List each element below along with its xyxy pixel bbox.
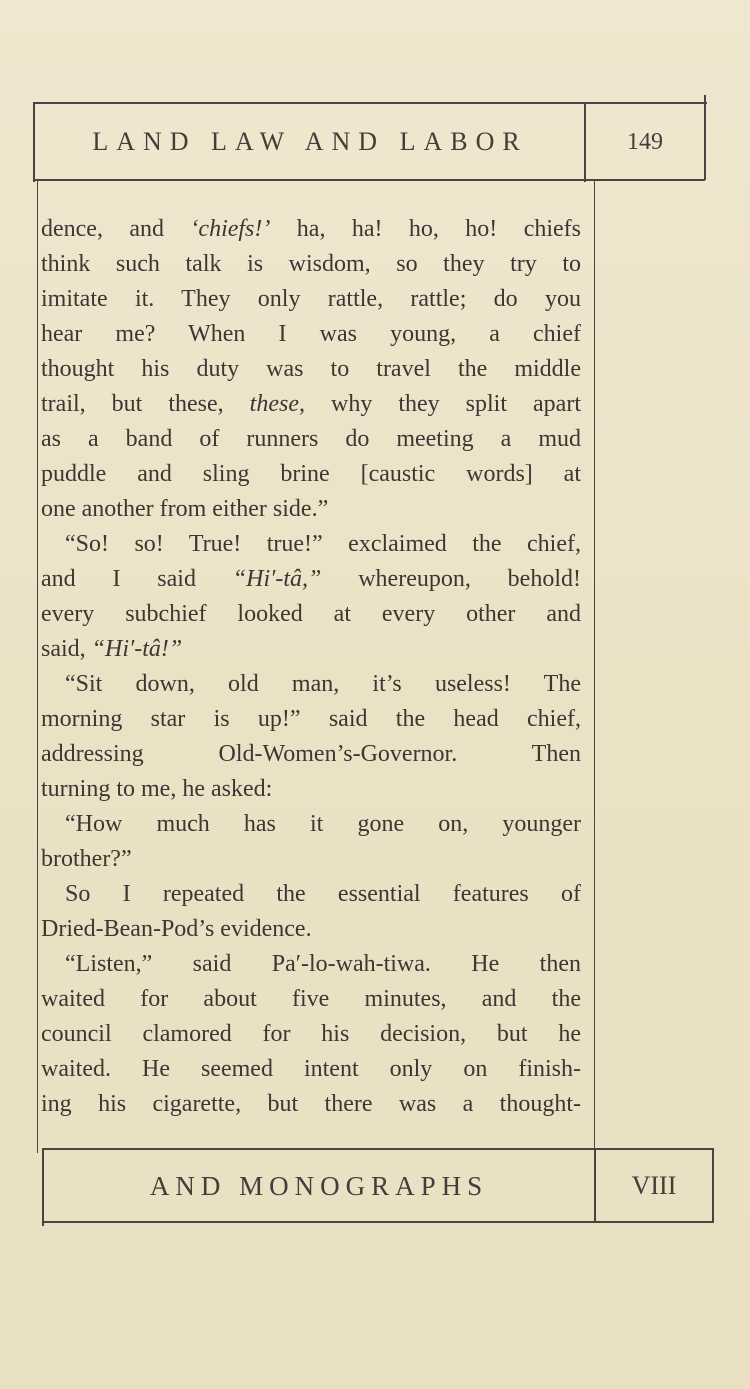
text-line: morning star is up!” said the head chief, (41, 706, 581, 732)
text-line: one another from either side.” (41, 496, 329, 522)
text-line: every subchief looked at every other and (41, 601, 581, 627)
volume-number: VIII (631, 1171, 677, 1200)
text-line: hear me? When I was young, a chief (41, 321, 581, 347)
body-text (41, 212, 581, 1122)
text-line: So I repeated the essential features of (65, 881, 581, 907)
text-line: as a band of runners do meeting a mud (41, 426, 581, 452)
text-line: “So! so! True! true!” exclaimed the chief, (65, 531, 581, 557)
text-line: waited. He seemed intent only on finish- (41, 1056, 581, 1082)
text-line: “Listen,” said Pa′-lo-wah-tiwa. He then (65, 951, 581, 977)
text-line: Dried-Bean-Pod’s evidence. (41, 916, 312, 942)
running-title: LAND LAW AND LABOR (92, 127, 528, 156)
header-right-rule (704, 95, 706, 180)
text-line: turning to me, he asked: (41, 776, 273, 802)
text-line: dence, and ‘chiefs!’ ha, ha! ho, ho! chiefs (41, 216, 582, 242)
text-line: “How much has it gone on, younger (65, 811, 581, 837)
footer-right-rule (712, 1148, 714, 1223)
text-line: imitate it. They only rattle, rattle; do you (41, 286, 581, 312)
body-left-rule (37, 181, 38, 1153)
text-line: said, “Hi′-tâ!” (41, 636, 183, 662)
text-line: council clamored for his decision, but he (41, 1021, 581, 1047)
text-line: ing his cigarette, but there was a thought- (41, 1091, 581, 1117)
text-line: “Sit down, old man, it’s useless! The (65, 671, 581, 697)
text-line: thought his duty was to travel the middle (41, 356, 581, 382)
header-left-rule (33, 102, 35, 182)
text-line: puddle and sling brine [caustic words] at (41, 461, 581, 487)
text-line: and I said “Hi′-tâ,” whereupon, behold! (41, 566, 581, 592)
body-right-rule (594, 181, 595, 1151)
text-line: trail, but these, these, why they split apart (41, 391, 581, 417)
series-title: AND MONOGRAPHS (149, 1170, 489, 1201)
text-line: brother?” (41, 846, 132, 872)
page-number: 149 (627, 128, 663, 155)
text-line: think such talk is wisdom, so they try to (41, 251, 581, 277)
text-line: addressing Old-Women’s-Governor. Then (41, 741, 581, 767)
text-line: waited for about five minutes, and the (41, 986, 581, 1012)
